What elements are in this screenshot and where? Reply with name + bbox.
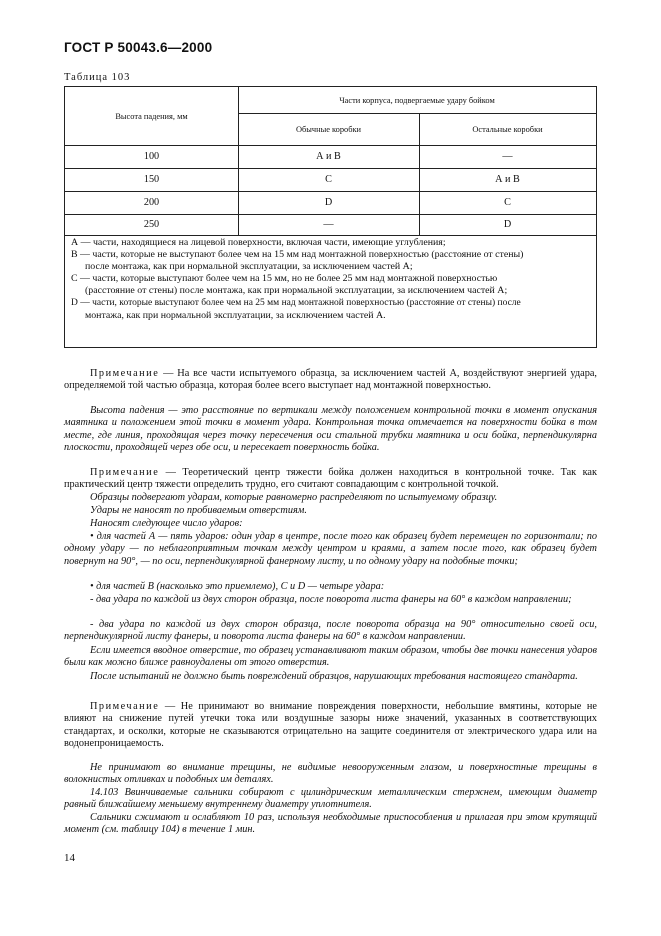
col-header-other: Остальные коробки [472, 124, 543, 134]
table-cell: — [502, 151, 513, 162]
table-cell: С [504, 197, 511, 208]
table-note-line: (расстояние от стены) после монтажа, как при нормальной эксплуатации, за исключением частей А; [85, 285, 508, 297]
dash-item [64, 594, 597, 606]
note-body: — Теоретический центр тяжести бойка должен находиться в контрольной точке. Так как практический центр тяжести определить трудно, его считают совпадающим с контрольной точкой. [64, 467, 597, 491]
page-number: 14 [64, 852, 75, 864]
table-note-line: монтажа, как при нормальной эксплуатации, за исключением частей А. [85, 309, 386, 321]
paragraph [64, 812, 597, 837]
note-label: Примечание [90, 701, 160, 712]
table-cell: D [503, 219, 512, 230]
note-label: Примечание [90, 467, 160, 478]
dash-text: - два удара по каждой из двух сторон образца, после поворота образца на 90° относительно своей оси, перпендикулярной листу фанеры, и поворота листа фанеры на 60° в каждом направлении. [64, 619, 597, 643]
table-cell: С [325, 174, 332, 185]
paragraph [64, 645, 597, 670]
paragraph [64, 492, 597, 504]
table-cell: 100 [143, 151, 160, 162]
paragraph [64, 518, 597, 530]
paragraph [64, 671, 597, 683]
col-header-ordinary: Обычные коробки [295, 124, 362, 134]
table-note-line: D — части, которые выступают более чем на 25 мм над монтажной поверхностью (расстояние от стены) после [71, 298, 521, 309]
table-cell: А и В [316, 151, 341, 162]
note-body: — Не принимают во внимание повреждения поверхности, небольшие вмятины, которые не влияют на снижение путей утечки тока или воздушные зазоры ниже значений, указанных в соответствующих стандартах, и осколки, которые не сказываются отрицательно на защите соединителя от электрического удара или на водонепроницаемость. [64, 701, 597, 749]
bullet-text: • для частей А — пять ударов: один удар в центре, после того как образец будет перемещен по горизонтали; по одному удару — по неблагоприятным точкам между центром и краями, а затем после того, как образец будет повернут на 90°, — по оси, перпендикулярной фанерному листу, и по одному удару на подобные точки; [64, 531, 597, 567]
paragraph-text: Высота падения — это расстояние по вертикали между положением контрольной точки в момент опускания маятника и положением этой точки в момент удара. Контрольная точка отмечается на поверхности бойка в том месте, где линия, проходящая через точку пересечения оси стальной трубки маятника и оси бойка, перпендикулярна плоскости, проходящей через обе оси, и пересекает поверхность бойка. [64, 405, 597, 453]
note-body: — На все части испытуемого образца, за исключением частей А, воздействуют энергией удара, определяемой той частью образца, которая более всего выступает над монтажной поверхностью. [64, 368, 597, 392]
bullet-item [64, 531, 597, 568]
bullet-item [64, 581, 597, 593]
note-paragraph [64, 701, 597, 750]
col-header-group: Части корпуса, подвергаемые удару бойком [339, 95, 495, 105]
document-header: ГОСТ Р 50043.6—2000 [64, 40, 213, 55]
table-cell: А и В [495, 174, 520, 185]
note-label: Примечание [90, 368, 160, 379]
table-note-line: С — части, которые выступают более чем на 15 мм, но не более 25 мм над монтажной поверхностью [71, 273, 498, 285]
table-cell: 150 [143, 174, 160, 185]
paragraph [64, 405, 597, 454]
table-note-line: А — части, находящиеся на лицевой поверхности, включая части, имеющие углубления; [71, 237, 446, 248]
table-note-line: после монтажа, как при нормальной эксплуатации, за исключением частей А; [85, 261, 413, 273]
bullet-text: • для частей В (насколько это приемлемо), С и D — четыре удара: [90, 581, 385, 592]
table-cell: D [324, 197, 333, 208]
paragraph [64, 762, 597, 787]
table-notes [71, 237, 593, 322]
paragraph-text: Если имеется вводное отверстие, то образец устанавливают таким образом, чтобы две точки нанесения ударов были как можно ближе равноудалены от этого отверстия. [64, 645, 597, 669]
paragraph-text: После испытаний не должно быть повреждений образцов, нарушающих требования настоящего стандарта. [90, 671, 578, 682]
table-cell: 200 [143, 197, 160, 208]
table-cell: — [323, 219, 334, 230]
table-rule [65, 235, 596, 236]
col-header-height: Высота падения, мм [115, 111, 188, 121]
table-note-line: В — части, которые не выступают более чем на 15 мм над монтажной поверхностью (расстояние от стены) [71, 249, 524, 261]
dash-item [64, 619, 597, 644]
paragraph-text: Сальники сжимают и ослабляют 10 раз, используя необходимые приспособления и прилагая при этом крутящий момент (см. таблицу 104) в течение 1 мин. [64, 812, 597, 836]
paragraph [64, 505, 597, 517]
note-paragraph [64, 368, 597, 393]
table-cell: 250 [143, 219, 160, 230]
dash-text: - два удара по каждой из двух сторон образца, после поворота листа фанеры на 60° в каждом направлении; [90, 594, 572, 605]
paragraph-text: Наносят следующее число ударов: [90, 518, 243, 529]
data-table [64, 86, 597, 348]
paragraph-text: 14.103 Ввинчиваемые сальники собирают с цилиндрическим металлическим стержнем, имеющим диаметр равный ближайшему меньшему внутреннему диаметру уплотнителя. [64, 787, 597, 811]
paragraph-text: Удары не наносят по пробиваемым отверстиям. [90, 505, 307, 516]
paragraph-text: Образцы подвергают ударам, которые равномерно распределяют по испытуемому образцу. [90, 492, 498, 503]
table-caption: Таблица 103 [64, 72, 131, 83]
paragraph [64, 787, 597, 812]
paragraph-text: Не принимают во внимание трещины, не видимые невооруженным глазом, и поверхностные трещины в волокнистых отливках и подобных им деталях. [64, 762, 597, 786]
note-paragraph [64, 467, 597, 492]
